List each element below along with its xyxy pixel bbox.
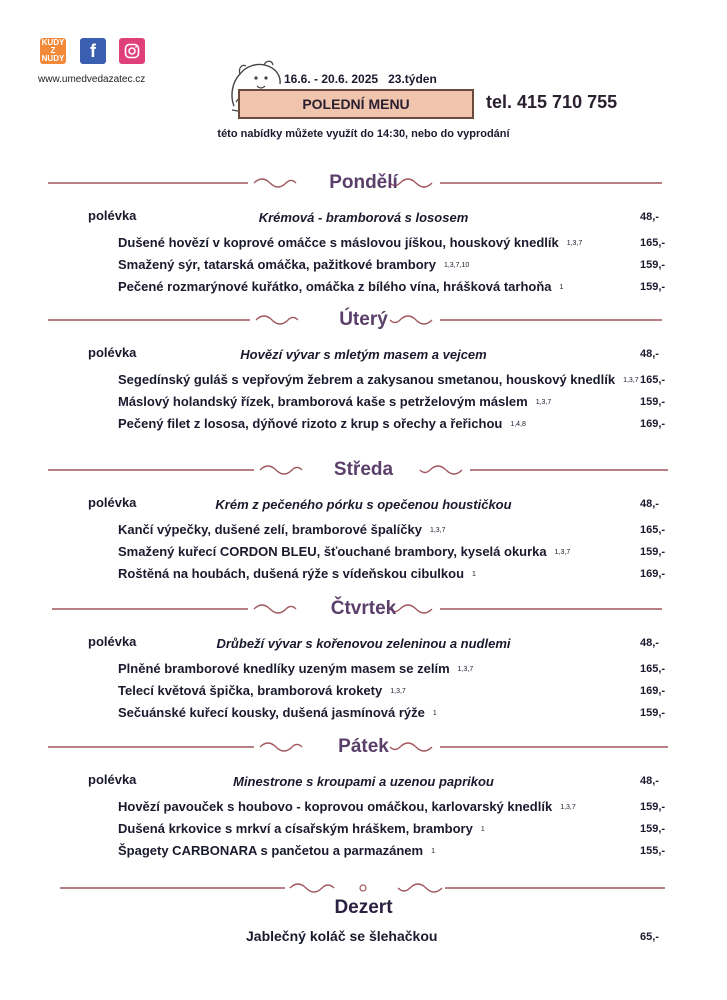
menu-item: [118, 416, 526, 433]
allergens: 1,3,7: [566, 240, 583, 247]
menu-item-name: Špagety CARBONARA s pančetou a parmazánem: [118, 843, 424, 858]
day-title: Pondělí: [329, 172, 398, 193]
menu-item: [118, 394, 551, 411]
day-header: [0, 171, 727, 195]
menu-item: [118, 705, 437, 722]
menu-item: [118, 843, 435, 860]
menu-item: [118, 235, 582, 252]
menu-item: [118, 821, 485, 838]
menu-item-name: Roštěná na houbách, dušená rýže s vídeňskou cibulkou: [118, 566, 465, 581]
menu-item: [118, 799, 576, 816]
menu-item: [118, 566, 476, 583]
page-title: POLEDNÍ MENU: [302, 96, 410, 112]
allergens: 1,3,7: [535, 399, 552, 406]
allergens: 1,3,7: [457, 666, 474, 673]
menu-item-name: Máslový holandský řízek, bramborová kaše s petrželovým máslem: [118, 394, 528, 409]
menu-item-price: 165,-: [640, 237, 666, 249]
dessert-name: Jablečný koláč se šlehačkou: [246, 928, 438, 944]
instagram-icon[interactable]: [119, 38, 145, 64]
menu-item-name: Sečuánské kuřecí kousky, dušená jasmínová rýže: [118, 705, 425, 720]
soup-price: 48,-: [640, 775, 659, 787]
menu-title-banner: [238, 89, 474, 119]
menu-item-name: Dušená krkovice s mrkví a císařským hráškem, brambory: [118, 821, 473, 836]
allergens: 1,4,8: [510, 421, 526, 428]
availability-note: této nabídky můžete využít do 14:30, nebo do vyprodání: [217, 128, 510, 140]
soup-label: polévka: [88, 495, 137, 510]
allergens: 1,3,7: [554, 549, 571, 556]
soup-name: Hovězí vývar s mletým masem a vejcem: [240, 347, 487, 362]
menu-item: [118, 372, 639, 389]
allergens: 1: [559, 284, 564, 291]
menu-item-name: Kančí výpečky, dušené zelí, bramborové špalíčky: [118, 522, 422, 537]
soup-price: 48,-: [640, 348, 659, 360]
menu-item-price: 169,-: [640, 568, 666, 580]
menu-item-name: Pečený filet z lososa, dýňové rizoto z krup s ořechy a řeřichou: [118, 416, 503, 431]
allergens: 1: [472, 571, 476, 578]
day-header: [0, 597, 727, 621]
menu-item-price: 155,-: [640, 845, 666, 857]
kudy-z-nudy-icon[interactable]: KUDY Z NUDY: [41, 38, 65, 63]
website-link[interactable]: www.umedvedazatec.cz: [38, 74, 146, 85]
menu-item-price: 165,-: [640, 663, 666, 675]
soup-price: 48,-: [640, 637, 659, 649]
menu-item-name: Plněné bramborové knedlíky uzeným masem se zelím: [118, 661, 450, 676]
date-range: 16.6. - 20.6. 2025 23.týden: [284, 72, 437, 86]
soup-name: Krém z pečeného pórku s opečenou houstičkou: [215, 497, 512, 512]
menu-item: [118, 522, 446, 539]
menu-item: [118, 279, 563, 296]
allergens: 1,3,7: [623, 377, 639, 384]
day-title: Úterý: [339, 309, 388, 330]
menu-item-price: 165,-: [640, 524, 666, 536]
allergens: 1,3,7: [560, 804, 576, 811]
allergens: 1,3,7: [390, 688, 406, 695]
soup-name: Krémová - bramborová s lososem: [258, 210, 469, 225]
allergens: 1: [432, 710, 437, 717]
dessert-title: Dezert: [334, 897, 393, 918]
day-header: [0, 735, 727, 759]
soup-label: polévka: [88, 634, 137, 649]
soup-label: polévka: [88, 345, 137, 360]
menu-item-name: Pečené rozmarýnové kuřátko, omáčka z bílého vína, hrášková tarhoňa: [118, 279, 552, 294]
dessert-price: 65,-: [640, 931, 659, 943]
soup-price: 48,-: [640, 211, 659, 223]
day-title: Čtvrtek: [330, 598, 397, 619]
soup-price: 48,-: [640, 498, 659, 510]
soup-name: Drůbeží vývar s kořenovou zeleninou a nudlemi: [216, 636, 511, 651]
menu-item: [118, 661, 473, 678]
allergens: 1,3,7,10: [443, 262, 470, 269]
allergens: 1,3,7: [429, 527, 446, 534]
menu-item: [118, 683, 406, 700]
menu-item-price: 159,-: [640, 396, 666, 408]
menu-item-price: 159,-: [640, 707, 666, 719]
menu-item-price: 165,-: [640, 374, 666, 386]
week-number: 23.týden: [388, 72, 437, 86]
allergens: 1: [431, 848, 435, 855]
menu-item-price: 159,-: [640, 281, 666, 293]
day-title: Pátek: [338, 736, 389, 757]
facebook-icon[interactable]: f: [80, 38, 106, 64]
allergens: 1: [480, 826, 485, 833]
menu-item-price: 159,-: [640, 259, 666, 271]
menu-item-price: 159,-: [640, 823, 666, 835]
menu-item-price: 169,-: [640, 685, 666, 697]
menu-item-price: 169,-: [640, 418, 666, 430]
soup-label: polévka: [88, 208, 137, 223]
menu-item-name: Hovězí pavouček s houbovo - koprovou omáčkou, karlovarský knedlík: [118, 799, 553, 814]
menu-item-price: 159,-: [640, 546, 666, 558]
phone-number[interactable]: tel. 415 710 755: [486, 92, 618, 112]
menu-item-name: Smažený sýr, tatarská omáčka, pažitkové brambory: [118, 257, 436, 272]
soup-name: Minestrone s kroupami a uzenou paprikou: [233, 774, 494, 789]
menu-item: [118, 257, 469, 274]
day-header: [0, 458, 727, 482]
menu-item-price: 159,-: [640, 801, 666, 813]
menu-item: [118, 544, 570, 561]
day-header: [0, 308, 727, 332]
menu-item-name: Segedínský guláš s vepřovým žebrem a zakysanou smetanou, houskový knedlík: [118, 372, 616, 387]
menu-item-name: Smažený kuřecí CORDON BLEU, šťouchané brambory, kyselá okurka: [118, 544, 547, 559]
soup-label: polévka: [88, 772, 137, 787]
menu-item-name: Telecí květová špička, bramborová krokety: [118, 683, 383, 698]
day-title: Středa: [333, 459, 394, 480]
menu-item-name: Dušené hovězí v koprové omáčce s máslovou jíškou, houskový knedlík: [118, 235, 559, 250]
